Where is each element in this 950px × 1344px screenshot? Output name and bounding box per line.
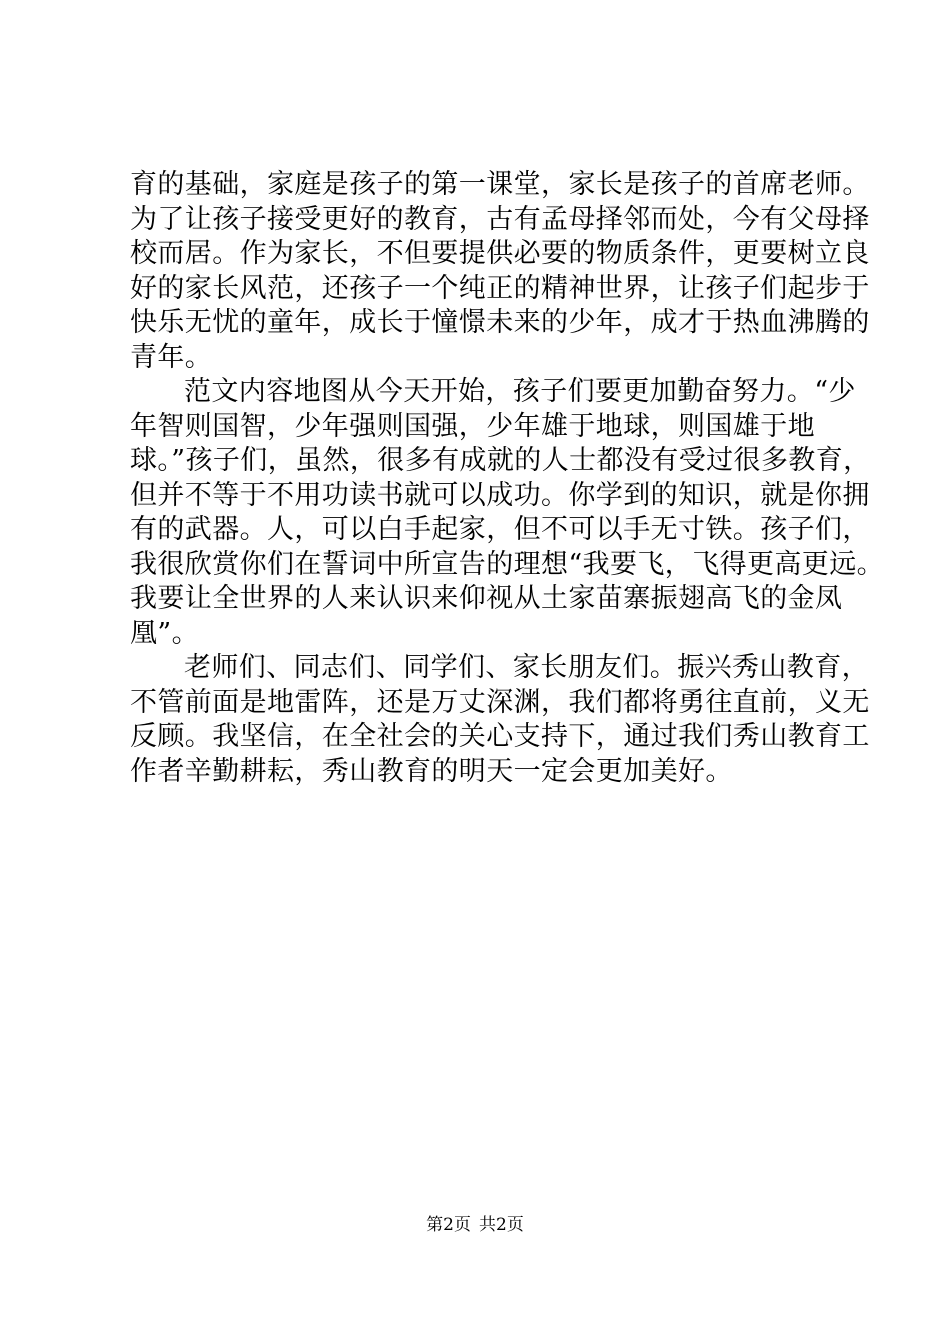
text-line: 但并不等于不用功读书就可以成功。你学到的知识，就是你拥 xyxy=(130,479,870,511)
text-line: 不管前面是地雷阵，还是万丈深渊，我们都将勇往直前，义无 xyxy=(130,686,870,718)
page-footer xyxy=(0,1214,950,1236)
text-line: 我要让全世界的人来认识来仰视从土家苗寨振翅高飞的金凤 xyxy=(130,583,843,614)
text-line: 我很欣赏你们在誓词中所宣告的理想“我要飞，飞得更高更远。 xyxy=(130,548,885,580)
text-line: 凰”。 xyxy=(130,617,200,649)
paragraph-1 xyxy=(130,168,870,375)
text-line: 球。”孩子们，虽然，很多有成就的人士都没有受过很多教育， xyxy=(130,445,871,476)
document-body xyxy=(130,168,885,789)
page-total: 共2页 xyxy=(479,1215,524,1235)
paragraph-2 xyxy=(130,375,885,651)
text-line: 作者辛勤耕耘，秀山教育的明天一定会更加美好。 xyxy=(130,755,733,787)
text-line: 反顾。我坚信，在全社会的关心支持下，通过我们秀山教育工 xyxy=(130,721,870,752)
text-line: 育的基础，家庭是孩子的第一课堂，家长是孩子的首席老师。 xyxy=(130,169,870,200)
text-line: 为了让孩子接受更好的教育，古有孟母择邻而处，今有父母择 xyxy=(130,203,870,235)
text-line: 快乐无忧的童年，成长于憧憬未来的少年，成才于热血沸腾的 xyxy=(130,307,870,338)
text-line: 好的家长风范，还孩子一个纯正的精神世界，让孩子们起步于 xyxy=(130,272,870,304)
text-line: 老师们、同志们、同学们、家长朋友们。振兴秀山教育， xyxy=(184,652,869,683)
text-line: 校而居。作为家长，不但要提供必要的物质条件，更要树立良 xyxy=(130,238,870,269)
text-line: 有的武器。人，可以白手起家，但不可以手无寸铁。孩子们， xyxy=(130,514,870,545)
page-number: 第2页 xyxy=(426,1215,471,1235)
text-line: 年智则国智，少年强则国强，少年雄于地球，则国雄于地 xyxy=(130,410,815,442)
paragraph-3 xyxy=(130,651,870,789)
text-line: 青年。 xyxy=(130,341,213,373)
text-line: 范文内容地图从今天开始，孩子们要更加勤奋努力。“少 xyxy=(184,376,856,407)
